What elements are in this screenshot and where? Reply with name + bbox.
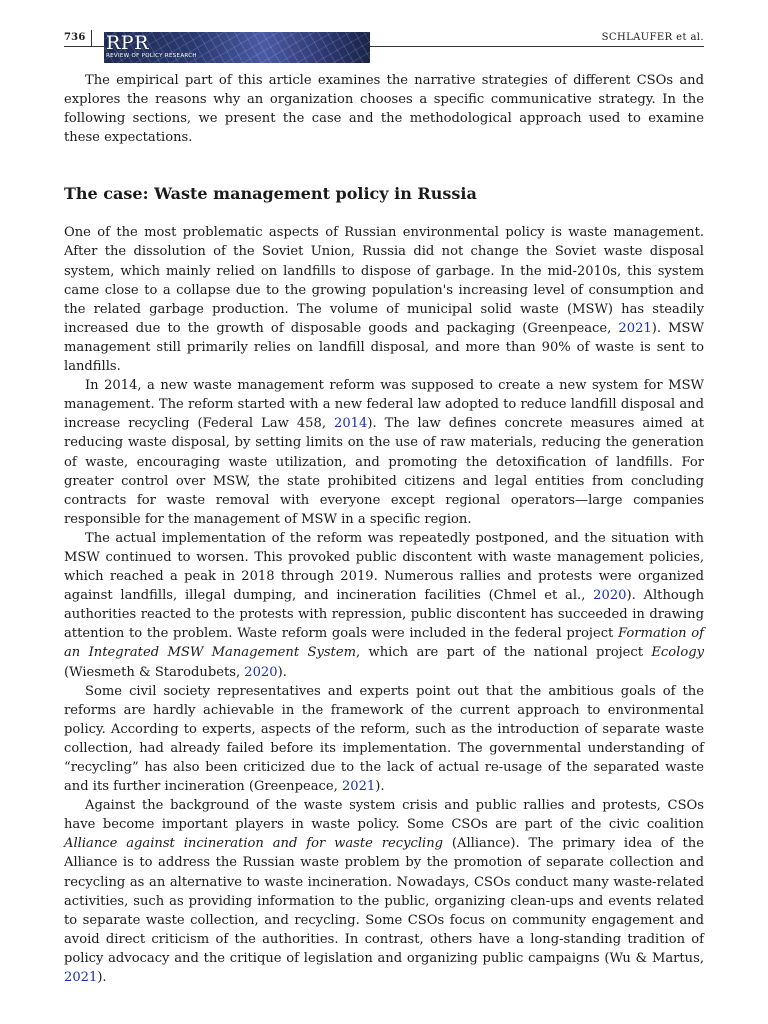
paragraph-3-text-b: ). Although authorities reacted to the protests with repression, public discontent has succeeded in drawing attention to the problem. Waste reform goals were included in the federal project	[64, 588, 705, 642]
paragraph-3-text-a: The actual implementation of the reform was repeatedly postponed, and the situation with MSW continued to worsen. This provoked public discontent with waste management policies, which reached a peak in 2018 through 2019. Numerous rallies and protests were organized against landfills, illegal dumping, and incineration facilities (Chmel et al.,	[64, 530, 704, 604]
intro-paragraph: The empirical part of this article examines the narrative strategies of different CSOs and explores the reasons why an organization chooses a specific communicative strategy. In the following sections, we present the case and the methodological approach used to examine these expectations.	[64, 73, 704, 146]
paragraph-3-text-d: (Wiesmeth & Starodubets,	[64, 664, 245, 680]
paragraph-2	[64, 376, 704, 529]
citation-link[interactable]: 2014	[334, 416, 368, 432]
paragraph-5	[64, 796, 704, 987]
citation-link[interactable]: 2021	[341, 779, 376, 795]
citation-link[interactable]: 2021	[64, 970, 98, 986]
running-head: SCHLAUFER et al.	[601, 32, 704, 43]
citation-link[interactable]: 2021	[618, 320, 652, 336]
citation-link[interactable]: 2020	[244, 664, 278, 680]
header-tick	[91, 30, 92, 47]
project-name-italic: Ecology	[651, 645, 704, 661]
article-body	[64, 71, 704, 987]
paragraph-5-text-c: ).	[97, 970, 107, 986]
coalition-name-italic: Alliance against incineration and for waste recycling	[64, 836, 444, 852]
paragraph-4-text-b: ).	[375, 779, 385, 795]
journal-logo-text: RPR	[106, 32, 149, 54]
paragraph-1-text-b: ). MSW management still primarily relies on landfill disposal, and more than 90% of waste is sent to landfills.	[64, 320, 704, 375]
paragraph-4	[64, 682, 704, 797]
section-heading: The case: Waste management policy in Russia	[64, 184, 477, 204]
paragraph-4-text-a: Some civil society representatives and experts point out that the ambitious goals of the reforms are hardly achievable in the framework of the current approach to environmental policy. According to experts, aspects of the reform, such as the introduction of separate waste collection, had already failed before its implementation. The governmental understanding of “recycling” has also been criticized due to the lack of actual re-usage of the separated waste and its further incineration (Greenpeace,	[64, 683, 704, 795]
paragraph-1	[64, 223, 704, 376]
project-title-italic: Formation of an Integrated MSW Management System	[64, 626, 705, 661]
paragraph-3-text-c: , which are part of the national project	[355, 645, 652, 661]
paragraph-3	[64, 529, 704, 682]
paragraph-5-text-a: Against the background of the waste system crisis and public rallies and protests, CSOs have become important players in waste policy. Some CSOs are part of the civic coalition	[64, 798, 704, 833]
journal-logo-banner	[104, 32, 370, 63]
citation-link[interactable]: 2020	[593, 588, 627, 604]
journal-logo-subtext: REVIEW OF POLICY RESEARCH	[106, 53, 197, 59]
paragraph-2-text-b: ). The law defines concrete measures aimed at reducing waste disposal, by setting limits on the use of raw materials, reducing the generation of waste, encouraging waste utilization, and promoting the detoxification of landfills. For greater control over MSW, the state prohibited citizens and legal entities from concluding contracts for waste removal with everyone except regional operators—large companies responsible for the management of MSW in a specific region.	[64, 416, 704, 527]
paragraph-3-text-e: ).	[277, 664, 287, 680]
paragraph-1-text-a: One of the most problematic aspects of Russian environmental policy is waste management. After the dissolution of the Soviet Union, Russia did not change the Soviet waste disposal system, which mainly relied on landfills to dispose of garbage. In the mid-2010s, this system came close to a collapse due to the growing population's increasing level of consumption and the related garbage production. The volume of municipal solid waste (MSW) has steadily increased due to the growth of disposable goods and packaging (Greenpeace,	[64, 225, 704, 336]
paragraph-2-text-a: In 2014, a new waste management reform was supposed to create a new system for MSW management. The reform started with a new federal law adopted to reduce landfill disposal and increase recycling (Federal Law 458,	[64, 378, 704, 432]
paragraph-5-text-b: (Alliance). The primary idea of the Alliance is to address the Russian waste problem by the promotion of separate collection and recycling as an alternative to waste incineration. Nowadays, CSOs conduct many waste-related activities, such as providing information to the public, organizing clean-ups and events related to separate waste collection, and recycling. Some CSOs focus on community engagement and avoid direct criticism of the authorities. In contrast, others have a long-standing tradition of policy advocacy and the critique of legislation and organizing public campaigns (Wu & Martus,	[64, 836, 704, 966]
page-number: 736	[64, 32, 86, 43]
